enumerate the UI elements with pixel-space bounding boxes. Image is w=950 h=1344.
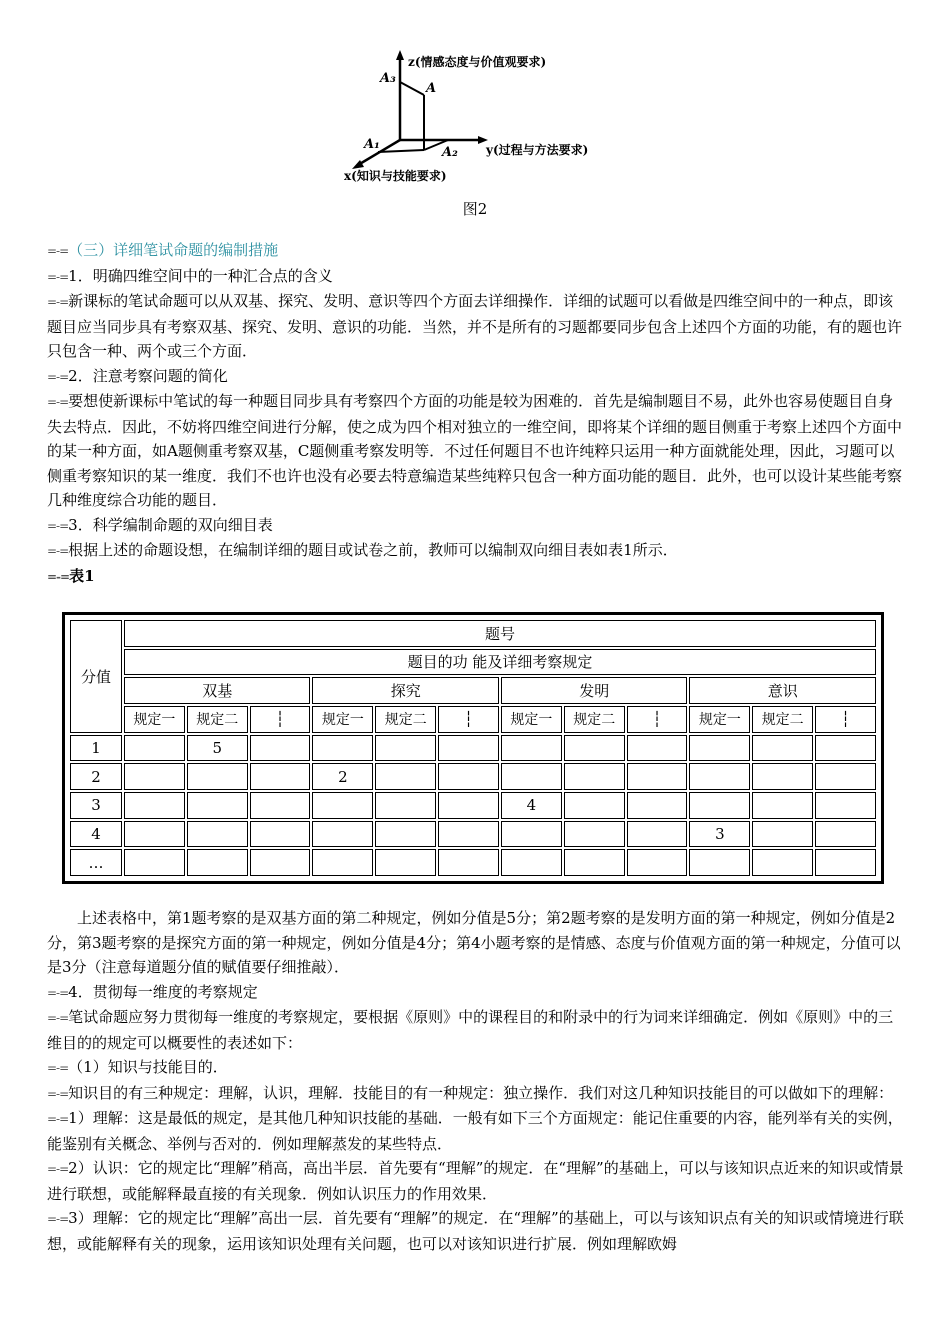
table-cell [438, 849, 499, 876]
table-cell [124, 735, 185, 762]
subheading-1: =-=1．明确四维空间中的一种汇合点的含义 [47, 266, 333, 285]
table-cell [627, 763, 688, 790]
x-axis-label: x(知识与技能要求) [344, 169, 447, 183]
paragraph: =-=知识目的有三种规定：理解，认识，理解．技能目的有一种规定：独立操作．我们对这几种知识技能目的可以做如下的理解： [47, 1083, 894, 1102]
score-cell: 2 [70, 763, 122, 790]
table-cell [501, 735, 562, 762]
paragraph: =-=根据上述的命题设想，在编制详细的题目或试卷之前，教师可以编制双向细目表如表1所示． [47, 541, 678, 559]
paragraph: =-=新课标的笔试命题可以从双基、探究、发明、意识等四个方面去详细操作．详细的试题可以看做是四维空间中的一种点，即该题目应当同步具有考察双基、探究、发明、意识的功能．当然，并不是所有的习题都要同步包含上述四个方面的功能，有的题也许只包含一种、两个或三个方面． [47, 292, 903, 360]
table-cell [375, 821, 436, 848]
table-cell [815, 763, 876, 790]
table-row [70, 849, 876, 876]
table-cell [501, 763, 562, 790]
req-header: ┆ [815, 706, 876, 733]
group-header: 探究 [312, 677, 498, 704]
table-cell [187, 792, 248, 819]
section-heading: =-=（三）详细笔试命题的编制措施 [47, 241, 279, 259]
table-title: =-=表1 [47, 566, 95, 585]
req-header: 规定一 [312, 706, 373, 733]
table-cell [689, 792, 750, 819]
body-text [47, 238, 905, 589]
table-row [70, 792, 876, 819]
table-cell [815, 821, 876, 848]
table-row [70, 735, 876, 762]
paragraph: =-=2）认识：它的规定比“理解”稍高，高出半层．首先要有“理解”的规定．在“理解”的基础上，可以与该知识点近来的知识或情景进行联想，或能解释最直接的有关现象．例如认识压力的作用效果． [47, 1159, 904, 1203]
table-cell [815, 792, 876, 819]
paragraph: =-=笔试命题应努力贯彻每一维度的考察规定，要根据《原则》中的课程目的和附录中的行为词来详细确定．例如《原则》中的三维目的的规定可以概要性的表述如下： [47, 1008, 894, 1052]
subheading-4: =-=4．贯彻每一维度的考察规定 [47, 982, 258, 1001]
table-cell [627, 792, 688, 819]
req-header: ┆ [250, 706, 311, 733]
table-cell [124, 792, 185, 819]
table-cell [627, 735, 688, 762]
table-cell [250, 849, 311, 876]
table-cell [627, 821, 688, 848]
table-cell [250, 792, 311, 819]
table-cell [564, 735, 625, 762]
table-cell [187, 821, 248, 848]
table-header-row [70, 649, 876, 676]
paragraph: =-=（1）知识与技能目的． [47, 1058, 228, 1076]
table-cell [187, 849, 248, 876]
table-cell [752, 735, 813, 762]
table-cell [815, 849, 876, 876]
z-axis-arrow [396, 50, 404, 60]
paragraph: =-=1）理解：这是最低的规定，是其他几种知识技能的基础．一般有如下三个方面规定：能记住重要的内容，能列举有关的实例，能鉴别有关概念、举例与否对的．例如理解蒸发的某些特点． [47, 1109, 903, 1153]
table-cell [438, 735, 499, 762]
figure-caption: 图2 [462, 200, 488, 218]
table-cell [250, 763, 311, 790]
three-axis-diagram [330, 40, 630, 200]
table-header-row [70, 706, 876, 733]
score-cell: 1 [70, 735, 122, 762]
table-cell [752, 849, 813, 876]
req-header: ┆ [438, 706, 499, 733]
table-cell [564, 849, 625, 876]
table-row [70, 821, 876, 848]
table-cell [564, 821, 625, 848]
req-header: 规定二 [375, 706, 436, 733]
table-cell [752, 792, 813, 819]
point-ax-label: A₁ [364, 137, 380, 152]
body-text-after [47, 906, 905, 1256]
table-cell [250, 821, 311, 848]
table-cell: 4 [501, 792, 562, 819]
table-cell [501, 821, 562, 848]
score-cell: 4 [70, 821, 122, 848]
function-header: 题目的功 能及详细考察规定 [124, 649, 876, 676]
table-cell [312, 849, 373, 876]
score-header: 分值 [70, 620, 122, 733]
table-header-row [70, 677, 876, 704]
score-cell: 3 [70, 792, 122, 819]
table-cell [375, 735, 436, 762]
table-cell [815, 735, 876, 762]
paragraph: =-=3）理解：它的规定比“理解”高出一层．首先要有“理解”的规定．在“理解”的基础上，可以与该知识点有关的知识或情境进行联想，或能解释有关的现象，运用该知识处理有关问题，也可以对该知识进行扩展．例如理解欧姆 [47, 1209, 904, 1253]
table-cell [689, 849, 750, 876]
req-header: 规定二 [564, 706, 625, 733]
spec-table [68, 618, 878, 878]
table-cell [564, 763, 625, 790]
table-cell [312, 735, 373, 762]
table-cell [312, 821, 373, 848]
req-header: ┆ [627, 706, 688, 733]
table-cell [187, 763, 248, 790]
z-axis-label: z(情感态度与价值观要求) [408, 55, 547, 69]
table-cell [375, 849, 436, 876]
point-a-label: A [426, 81, 437, 96]
table-row [70, 763, 876, 790]
table-cell [375, 763, 436, 790]
subheading-2: =-=2．注意考察问题的简化 [47, 366, 228, 385]
table-cell [124, 849, 185, 876]
table-cell [501, 849, 562, 876]
table-cell [124, 763, 185, 790]
table-cell [375, 792, 436, 819]
point-az-label: A₃ [380, 71, 396, 86]
table-cell [627, 849, 688, 876]
table-cell: 5 [187, 735, 248, 762]
table-cell [438, 821, 499, 848]
group-header: 双基 [124, 677, 310, 704]
two-way-spec-table [62, 612, 884, 884]
table-cell [250, 735, 311, 762]
subheading-3: =-=3．科学编制命题的双向细目表 [47, 515, 273, 534]
table-cell [564, 792, 625, 819]
table-header-row [70, 620, 876, 647]
table-cell [312, 792, 373, 819]
req-header: 规定一 [124, 706, 185, 733]
table-cell [438, 763, 499, 790]
table-cell [689, 763, 750, 790]
projection-line [400, 82, 424, 95]
table-cell: 3 [689, 821, 750, 848]
table-cell [689, 735, 750, 762]
table-cell [124, 821, 185, 848]
score-cell: … [70, 849, 122, 876]
group-header: 发明 [501, 677, 687, 704]
point-ay-label: A₂ [442, 145, 458, 160]
table-cell [752, 763, 813, 790]
table-cell [752, 821, 813, 848]
question-number-header: 题号 [124, 620, 876, 647]
table-cell [438, 792, 499, 819]
group-header: 意识 [689, 677, 876, 704]
req-header: 规定二 [187, 706, 248, 733]
req-header: 规定一 [689, 706, 750, 733]
paragraph: 上述表格中，第1题考察的是双基方面的第二种规定，例如分值是5分；第2题考察的是发明方面的第一种规定，例如分值是2分，第3题考察的是探究方面的第一种规定，例如分值是4分；第4小题考察的是情感、态度与价值观方面的第一种规定，分值可以是3分（注意每道题分值的赋值要仔细推敲）． [47, 909, 901, 976]
table-cell: 2 [312, 763, 373, 790]
paragraph: =-=要想使新课标中笔试的每一种题目同步具有考察四个方面的功能是较为困难的．首先是编制题目不易，此外也容易使题目自身失去特点．因此，不妨将四维空间进行分解，使之成为四个相对独立的一维空间，即将某个详细的题目侧重于考察上述四个方面中的某一种方面，如A题侧重考察双基，C题侧重考察发明等．不过任何题目不也许纯粹只运用一种方面就能处理，因此，习题可以侧重考察知识的某一维度．我们不也许也没有必要去特意编造某些纯粹只包含一种方面功能的题目．此外，也可以设计某些能考察几种维度综合功能的题目． [47, 392, 903, 509]
req-header: 规定二 [752, 706, 813, 733]
req-header: 规定一 [501, 706, 562, 733]
y-axis-label: y(过程与方法要求) [486, 143, 589, 157]
